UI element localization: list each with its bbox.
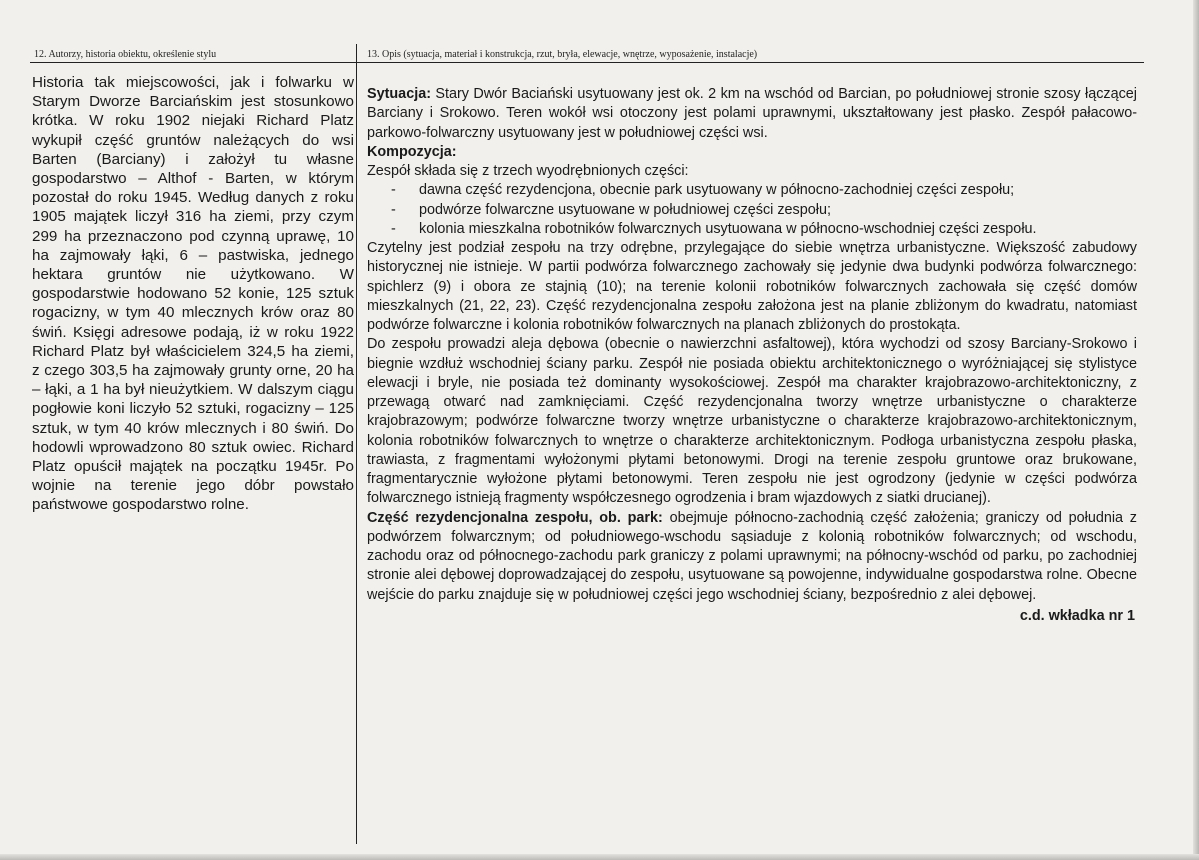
list-item: - kolonia mieszkalna robotników folwarcznych usytuowana w północno-wschodniej części zespołu. — [367, 220, 1137, 239]
section-12-header: 12. Autorzy, historia obiektu, określenie stylu — [34, 49, 217, 60]
page-edge-bottom — [0, 854, 1199, 860]
composition-intro: Zespół składa się z trzech wyodrębnionych części: — [367, 163, 689, 179]
continued-note: c.d. wkładka nr 1 — [1019, 607, 1135, 624]
header-rule — [30, 62, 1144, 63]
park-text: obejmuje północno-zachodnią część założenia; graniczy od południa z podwórzem folwarcznym; od południowego-wschodu sąsiaduje z kolonią robotników folwarcznych; od wschodu, zachodu oraz od północnego-zachodu park graniczy z polami uprawnymi; na północny-wschód od parku, po zachodniej stronie alei dębowej doprowadzającej do zespołu, usytuowane są powojenne, indywidualne gospodarstwa rolne. Obecne wejście do parku znajduje się w południowej części jego wschodniej ściany, bezpośrednio z alei dębowej. — [367, 509, 1138, 603]
situation-label: Sytuacja: — [367, 86, 431, 102]
situation-paragraph — [367, 85, 1137, 143]
list-dash: - — [391, 182, 396, 199]
description-column — [367, 85, 1137, 626]
alley-text: Do zespołu prowadzi aleja dębowa (obecnie o nawierzchni asfaltowej), która wychodzi od szosy Barciany-Srokowo i biegnie wzdłuż wschodniej ściany parku. Zespół nie posiada obiektu architektonicznego o wyróżniającej się stylistyce elewacji i bryle, nie posiada też dominanty wysokościowej. Zespół ma charakter krajobrazowo-architektoniczny, z przewagą otwarć nad zamknięciami. Część rezydencjonalna tworzy wnętrze urbanistyczne o charakterze krajobrazowym; podwórze folwarczne tworzy wnętrze urbanistyczne o charakterze krajobrazowo-architektonicznym, kolonia robotników folwarcznych to wnętrze o charakterze architektonicznym. Podłoga urbanistyczna zespołu płaska, trawiasta, z fragmentami wyłożonymi płytami betonowymi. Drogi na terenie zespołu gruntowe oraz brukowane, fragmentarycznie wyłożone płytami betonowymi. Teren zespołu nie jest ogrodzony (jedynie w części podwórza folwarcznego istnieją fragmenty współczesnego ogrodzenia i bram wjazdowych z siatki drucianej). — [367, 336, 1137, 507]
list-item: - podwórze folwarczne usytuowane w południowej części zespołu; — [367, 201, 1137, 220]
situation-text: Stary Dwór Baciański usytuowany jest ok. 2 km na wschód od Barcian, po południowej stronie szosy łączącej Barciany i Srokowo. Teren wokół wsi otoczony jest polami uprawnymi, ukształtowany jest płasko. Zespół pałacowo-parkowo-folwarczny usytuowany jest w południowej części wsi. — [367, 86, 1137, 141]
park-paragraph — [367, 509, 1137, 605]
park-label: Część rezydencjonalna zespołu, ob. park: — [367, 509, 663, 526]
list-dash: - — [391, 220, 396, 237]
page-edge-right — [1193, 0, 1199, 860]
section-13-header: 13. Opis (sytuacja, materiał i konstrukcja, rzut, bryła, elewacje, wnętrze, wyposażenie, instalacje) — [367, 49, 758, 60]
column-divider — [356, 44, 357, 844]
composition-text: Czytelny jest podział zespołu na trzy odrębne, przylegające do siebie wnętrza urbanistyczne. Większość zabudowy historycznej nie istnieje. W partii podwórza folwarcznego zachowały się jedynie dwa budynki podwórza folwarcznego: spichlerz (9) i obora ze stajnią (10); na terenie kolonii robotników folwarcznych zachowała się część domów mieszkalnych (21, 22, 23). Część rezydencjonalna zespołu założona jest na planie zbliżonym do kwadratu, natomiast podwórze folwarczne i kolonia robotników folwarcznych na planach zbliżonych do prostokąta. — [367, 240, 1137, 333]
composition-label: Kompozycja: — [367, 143, 457, 160]
composition-list — [367, 181, 1137, 239]
list-item: - dawna część rezydencjona, obecnie park usytuowany w północno-zachodniej części zespołu; — [367, 181, 1137, 200]
history-text: Historia tak miejscowości, jak i folwarku w Starym Dworze Barciańskim jest stosunkowo krótka. W roku 1902 niejaki Richard Platz wykupił część gruntów należących do wsi Barten (Barciany) i założył tu własne gospodarstwo – Althof - Barten, w którym pozostał do roku 1945. Według danych z roku 1905 majątek liczył 316 ha ziemi, przy czym 299 ha przeznaczono pod czynną uprawę, 10 ha zajmowały łąki, 6 – pastwiska, jednego hektara gruntów nie użytkowano. W gospodarstwie hodowano 52 konie, 125 sztuk rogacizny, w tym 40 mlecznych krów oraz 80 świń. Księgi adresowe podają, iż w roku 1922 Richard Platz był właścicielem 324,5 ha ziemi, z czego 303,5 ha zajmowały grunty orne, 20 ha – łąki, a 1 ha był nieużytkiem. W dalszym ciągu pogłowie koni liczyło 52 sztuki, rogacizny – 125 sztuk, w tym 40 krów mlecznych i 80 świń. Do hodowli wprowadzono 80 sztuk owiec. Richard Platz opuścił majątek na początku 1945r. Po wojnie na terenie jego dóbr powstało państwowe gospodarstwo rolne. — [32, 74, 354, 514]
history-column — [32, 73, 354, 515]
list-dash: - — [391, 201, 396, 218]
